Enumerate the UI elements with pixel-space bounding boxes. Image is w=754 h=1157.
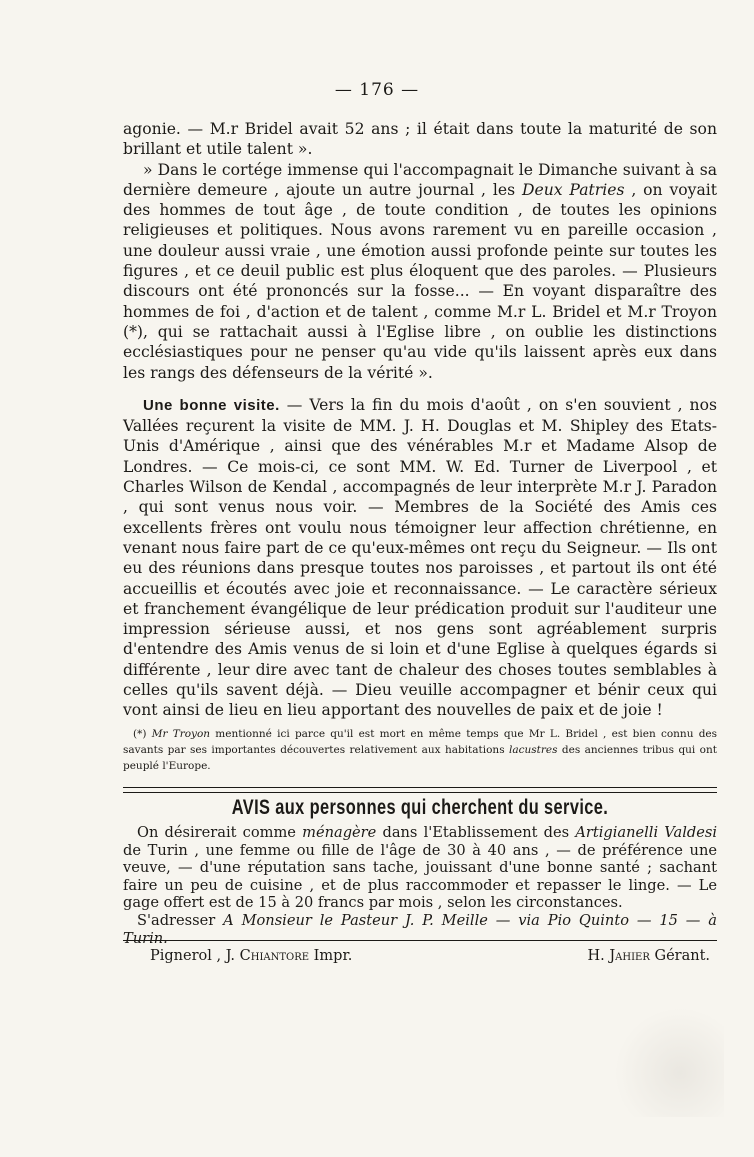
paragraph-agonie: agonie. — M.r Bridel avait 52 ans ; il était dans toute la maturité de son brillant et utile talent ». [123,120,717,159]
footnote-italic-word: lacustres [508,743,558,756]
separator-rule [123,787,717,793]
page-number: — 176 — [334,80,420,100]
footnote-part1: mentionné ici parce qu'il est mort en même temps que Mr L. Bridel , est bien connu des savants par ses importantes découvertes relativement aux habitations [123,727,718,756]
manager-credit [587,948,710,964]
printer-prefix: Pignerol , J. [150,948,240,964]
manager-suffix: Gérant. [649,948,710,964]
printer-credit [150,948,352,964]
avis-body-part3: de Turin , une femme ou fille de l'âge de 30 à 40 ans , — de préférence une veuve, — d'une réputation sans tache, jouissant d'une bonne santé ; sachant faire un peu de cuisine , et de plus raccommoder et repasser le linge. — Le gage offert est de 15 à 20 francs par mois , selon les circonstances. [123,841,717,912]
avis-italic-menagere: ménagère [302,824,377,841]
avis-body-part2: dans l'Etablissement des [376,824,576,841]
printer-suffix: Impr. [309,948,353,964]
paragraph-cortege-part1: » Dans le cortége immense qui l'accompagnait le Dimanche suivant à sa dernière demeure , ajoute un autre journal , les [123,160,717,199]
avis-italic-institution: Artigianelli Valdesi [575,824,717,841]
avis-body [123,824,717,912]
imprint-footer [150,948,710,964]
section-heading-bonne-visite: Une bonne visite. [143,396,280,414]
footnote [123,726,717,774]
footnote-marker: (*) [133,727,152,740]
footer-rule [123,940,717,941]
avis-contact-prefix: S'adresser [137,911,224,929]
paragraph-bonne-visite [123,395,717,721]
manager-prefix: H. [587,948,610,964]
paragraph-bonne-visite-body: — Vers la fin du mois d'août , on s'en souvient , nos Vallées reçurent la visite de MM. J. H. Douglas et M. Shipley des Etats-Unis d'Amérique , ainsi que des vénérables M.r et Madame Alsop de Londres. — Ce mois-ci, ce sont MM. W. Ed. Turner de Liverpool , et Charles Wilson de Kendal , accompagnés de leur interprète M.r J. Paradon , qui sont venus nous voir. — Membres de la Société des Amis ces excellents frères ont voulu nous témoigner leur affection chrétienne, en venant nous faire part de ce qu'eux-mêmes ont reçu du Seigneur. — Ils ont eu des réunions dans presque toutes nos paroisses , et partout ils ont été accueillis et écoutés avec joie et reconnaissance. — Le caractère sérieux et franchement évangélique de leur prédication produit sur l'auditeur une impression sérieuse aussi, et nos gens sont agréablement surpris d'entendre des Amis venus de si loin et d'une Eglise à quelques égards si différente , leur dire avec tant de chaleur des choses toutes semblables à celles qu'ils savent déjà. — Dieu veuille accompagner et bénir ceux qui vont ainsi de lieu en lieu apportant des nouvelles de paix et de joie ! [123,395,717,720]
manager-name: Jahier [609,948,650,964]
main-text [123,119,717,774]
paragraph-cortege-part2: , on voyait des hommes de tout âge , de toute condition , de toutes les opinions religieuses et politiques. Nous avons rarement vu en pareille occasion , une douleur aussi vraie , une émotion aussi profonde peinte sur toutes les figures , et ce deuil public est plus éloquent que des paroles. — Plusieurs discours ont été prononcés sur la fosse... — En voyant disparaître des hommes de foi , d'action et de talent , comme M.r L. Bridel et M.r Troyon (*), qui se rattachait aussi à l'Eglise libre , on oublie les distinctions ecclésiastiques pour ne penser qu'au vide qu'ils laissent après eux dans les rangs des défenseurs de la vérité ». [123,180,717,382]
avis-contact [123,912,717,947]
journal-title: Deux Patries [521,180,625,199]
paper-stain [614,1007,724,1117]
avis-body-part1: On désirerait comme [137,824,303,841]
paragraph-cortege [123,160,717,383]
footnote-part2: des anciennes tribus qui ont peuplé l'Europe. [123,743,717,772]
avis-contact-address: A Monsieur le Pasteur J. P. Meille — via Pio Quinto — 15 — à Turin. [123,911,717,947]
printer-name: Chiantore [239,948,310,964]
avis-section [123,796,717,947]
footnote-name: Mr Troyon [151,727,211,740]
avis-title: AVIS aux personnes qui cherchent du service. [231,796,609,819]
